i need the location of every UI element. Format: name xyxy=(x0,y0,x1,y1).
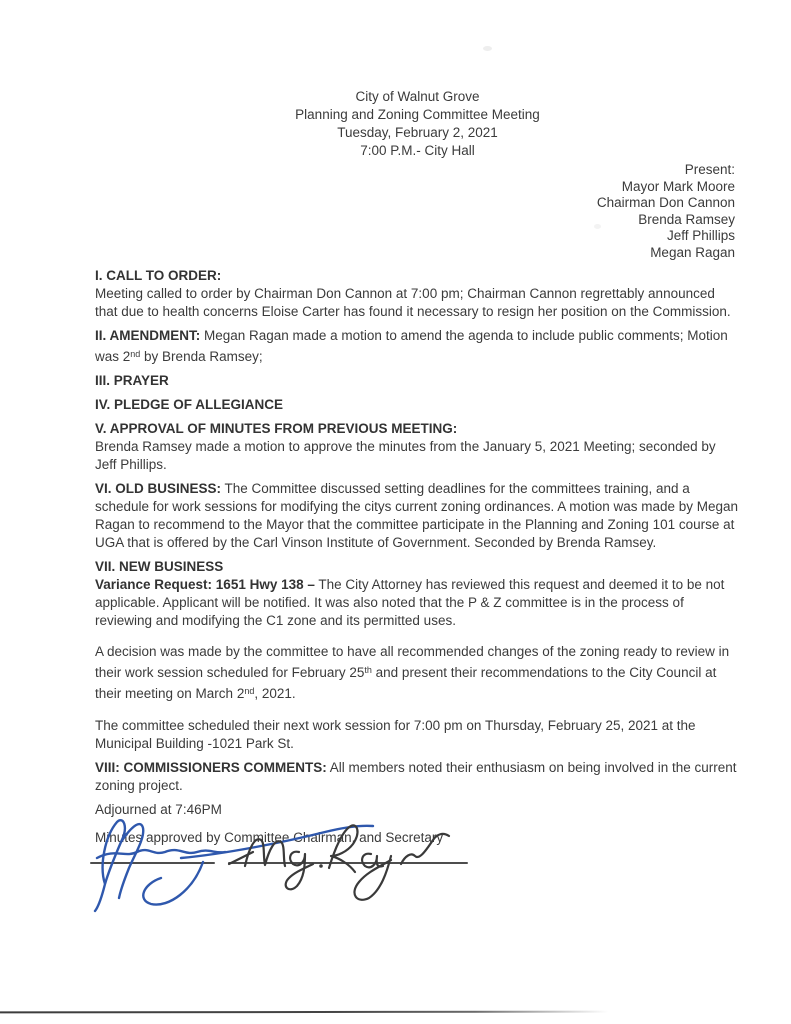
section-body-amendment: Megan Ragan made a motion to amend the agenda to include public comments; Motion was 2 xyxy=(95,328,728,364)
attendee-name: Chairman Don Cannon xyxy=(596,195,735,210)
section-call-to-order xyxy=(95,267,740,321)
decision-text-cont: and present their recommendations to the City Council at their meeting on March 2 xyxy=(95,665,717,701)
attendee-name: Megan Ragan xyxy=(650,244,735,260)
paragraph-decision xyxy=(95,643,740,703)
section-old-business xyxy=(95,480,740,552)
document-content xyxy=(95,88,740,935)
decision-text: A decision was made by the committee to have all recommended changes of the zoning ready to review in their work session scheduled for February 25 xyxy=(95,644,730,680)
ordinal-superscript: nd xyxy=(130,349,141,359)
signature-area xyxy=(95,847,740,935)
section-heading-prayer: III. PRAYER xyxy=(95,373,169,388)
adjourned-text: Adjourned at 7:46PM xyxy=(95,802,222,817)
present-label: Present: xyxy=(684,162,735,177)
paragraph-next-work-session xyxy=(95,717,740,753)
section-body-approval: Brenda Ramsey made a motion to approve the minutes from the January 5, 2021 Meeting; seconded by Jeff Phillips. xyxy=(95,439,716,472)
minutes-approved-text: Minutes approved by Committee Chairman, and Secretary xyxy=(95,830,444,845)
meeting-name: Planning and Zoning Committee Meeting xyxy=(295,107,540,122)
section-body-comments: All members noted their enthusiasm on being involved in the current zoning project. xyxy=(95,760,737,793)
section-new-business xyxy=(95,558,740,630)
attendee-name: Jeff Phillips xyxy=(666,228,735,243)
section-commissioners-comments xyxy=(95,759,740,795)
section-body-old-business: The Committee discussed setting deadlines for the committees training, and a schedule for work sessions for modifying the citys current zoning ordinances. A motion was made by Megan Ragan to recommend to the Mayor that the committee participate in the Planning and Zoning 101 course at UGA that is offered by the Carl Vinson Institute of Government. Seconded by Brenda Ramsey. xyxy=(95,481,739,550)
section-heading-approval: V. APPROVAL OF MINUTES FROM PREVIOUS MEETING: xyxy=(95,421,458,436)
section-heading-comments: VIII: COMMISSIONERS COMMENTS: xyxy=(95,760,327,775)
decision-text-end: , 2021. xyxy=(254,686,296,701)
section-heading-pledge: IV. PLEDGE OF ALLEGIANCE xyxy=(95,397,284,412)
attendee-name: Mayor Mark Moore xyxy=(621,178,735,194)
org-name: City of Walnut Grove xyxy=(355,89,480,104)
meeting-date: Tuesday, February 2, 2021 xyxy=(337,125,498,140)
ordinal-superscript: nd xyxy=(244,686,255,696)
section-body-amendment-cont: by Brenda Ramsey; xyxy=(140,349,263,364)
secretary-signature-ink xyxy=(225,822,470,912)
document-title-block xyxy=(95,88,740,160)
next-session-text: The committee scheduled their next work session for 7:00 pm on Thursday, February 25, 2021 at the Municipal Building -1021 Park St. xyxy=(95,718,696,751)
ordinal-superscript: th xyxy=(364,665,372,675)
meeting-time-place: 7:00 P.M.- City Hall xyxy=(360,143,475,158)
attendee-name: Brenda Ramsey xyxy=(638,211,735,227)
attendees-block xyxy=(95,162,740,261)
scan-speck xyxy=(594,224,601,229)
scan-speck xyxy=(483,46,492,51)
section-prayer xyxy=(95,372,740,390)
variance-request-heading: Variance Request: 1651 Hwy 138 – xyxy=(95,577,315,592)
section-heading-old-business: VI. OLD BUSINESS: xyxy=(95,481,222,496)
variance-request-body: The City Attorney has reviewed this request and deemed it to be not applicable. Applicant will be notified. It was also noted that the P & Z committee is in the process of reviewing and modifying the C1 zone and its permitted uses. xyxy=(95,577,725,628)
section-amendment xyxy=(95,327,740,366)
section-heading-amendment: II. AMENDMENT: xyxy=(95,328,201,343)
scan-edge-artifact xyxy=(0,1011,608,1014)
section-pledge xyxy=(95,396,740,414)
section-approval-of-minutes xyxy=(95,420,740,474)
section-heading-new-business: VII. NEW BUSINESS xyxy=(95,559,224,574)
section-heading-call-to-order: I. CALL TO ORDER: xyxy=(95,268,222,283)
section-body-call-to-order: Meeting called to order by Chairman Don Cannon at 7:00 pm; Chairman Cannon regrettably announced that due to health concerns Eloise Carter has found it necessary to resign her position on the Commission. xyxy=(95,286,731,319)
